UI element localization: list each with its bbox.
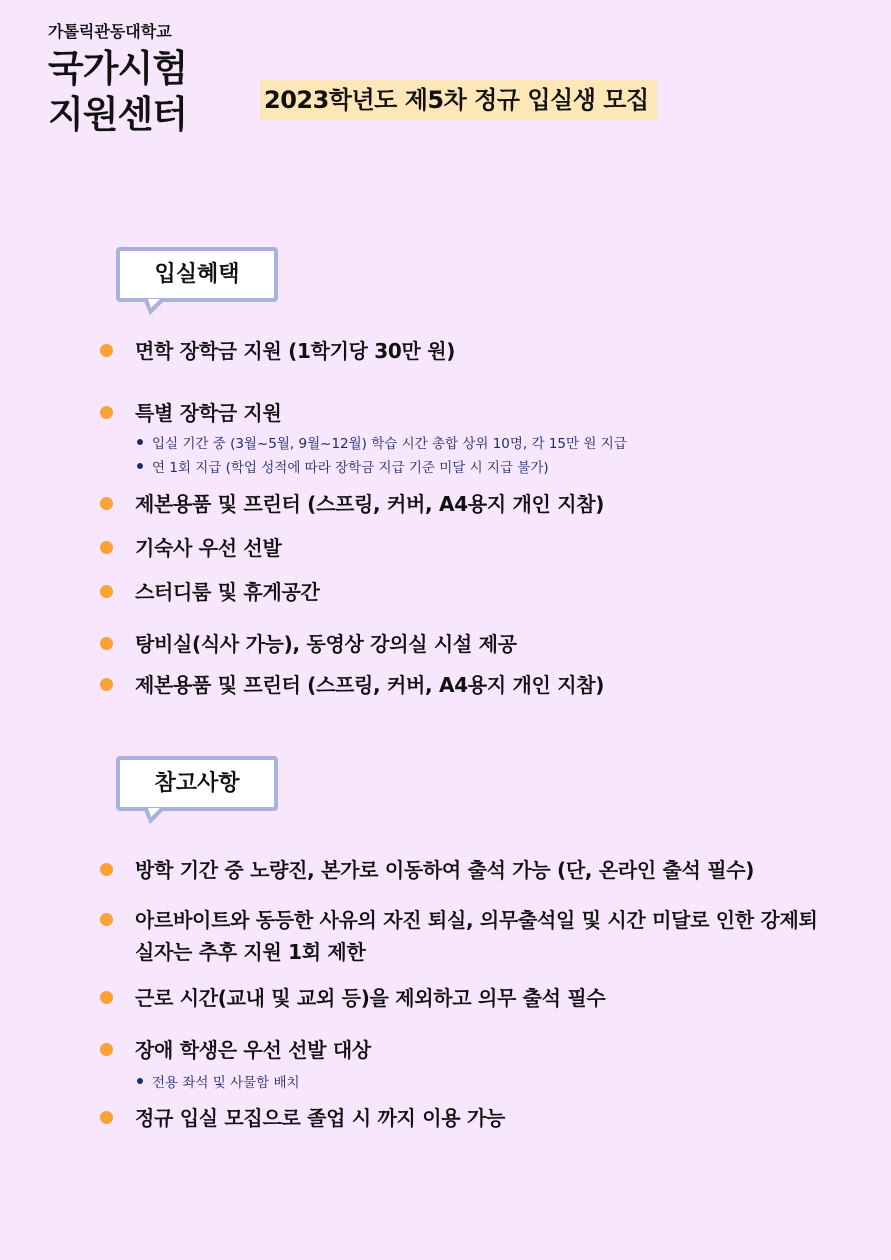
bullet-icon (100, 678, 113, 691)
university-name: 가톨릭관동대학교 (48, 22, 172, 41)
notes-section-title: 참고사항 (116, 756, 278, 811)
benefit-label: 제본용품 및 프린터 (스프링, 커버, A4용지 개인 지참) (135, 492, 605, 516)
benefit-label: 제본용품 및 프린터 (스프링, 커버, A4용지 개인 지참) (135, 673, 605, 697)
note-subitem (137, 1071, 300, 1091)
center-title-line1: 국가시험 (48, 47, 187, 90)
bullet-icon (100, 637, 113, 650)
note-subitem-label: 전용 좌석 및 사물함 배치 (152, 1075, 300, 1091)
benefit-label: 면학 장학금 지원 (1학기당 30만 원) (135, 339, 456, 363)
small-bullet-icon (137, 439, 143, 445)
recruitment-headline: 2023학년도 제5차 정규 입실생 모집 (260, 80, 657, 120)
benefit-subitem-label: 입실 기간 중 (3월~5월, 9월~12월) 학습 시간 총합 상위 10명, 각 15만 원 지급 (152, 436, 627, 452)
center-title (48, 46, 187, 138)
note-label: 장애 학생은 우선 선발 대상 (135, 1038, 371, 1062)
benefit-label: 특별 장학금 지원 (135, 401, 282, 425)
small-bullet-icon (137, 463, 143, 469)
bullet-icon (100, 1111, 113, 1124)
note-label: 아르바이트와 동등한 사유의 자진 퇴실, 의무출석일 및 시간 미달로 인한 강제퇴실자는 추후 지원 1회 제한 (135, 908, 818, 964)
benefit-subitem (137, 432, 627, 452)
bullet-icon (100, 913, 113, 926)
note-label: 방학 기간 중 노량진, 본가로 이동하여 출석 가능 (단, 온라인 출석 필수) (135, 858, 755, 882)
bullet-icon (100, 1043, 113, 1056)
bullet-icon (100, 497, 113, 510)
benefit-label: 스터디룸 및 휴게공간 (135, 580, 320, 604)
bullet-icon (100, 585, 113, 598)
bullet-icon (100, 344, 113, 357)
bullet-icon (100, 863, 113, 876)
benefit-subitem-label: 연 1회 지급 (학업 성적에 따라 장학금 지급 기준 미달 시 지급 불가) (152, 460, 549, 476)
benefit-subitem (137, 456, 549, 476)
note-label: 근로 시간(교내 및 교외 등)을 제외하고 의무 출석 필수 (135, 986, 606, 1010)
center-title-line2: 지원센터 (48, 93, 187, 136)
small-bullet-icon (137, 1078, 143, 1084)
benefit-label: 탕비실(식사 가능), 동영상 강의실 시설 제공 (135, 632, 517, 656)
bullet-icon (100, 406, 113, 419)
bullet-icon (100, 541, 113, 554)
bullet-icon (100, 991, 113, 1004)
benefits-section-title: 입실혜택 (116, 247, 278, 302)
benefit-label: 기숙사 우선 선발 (135, 536, 282, 560)
note-label: 정규 입실 모집으로 졸업 시 까지 이용 가능 (135, 1106, 505, 1130)
